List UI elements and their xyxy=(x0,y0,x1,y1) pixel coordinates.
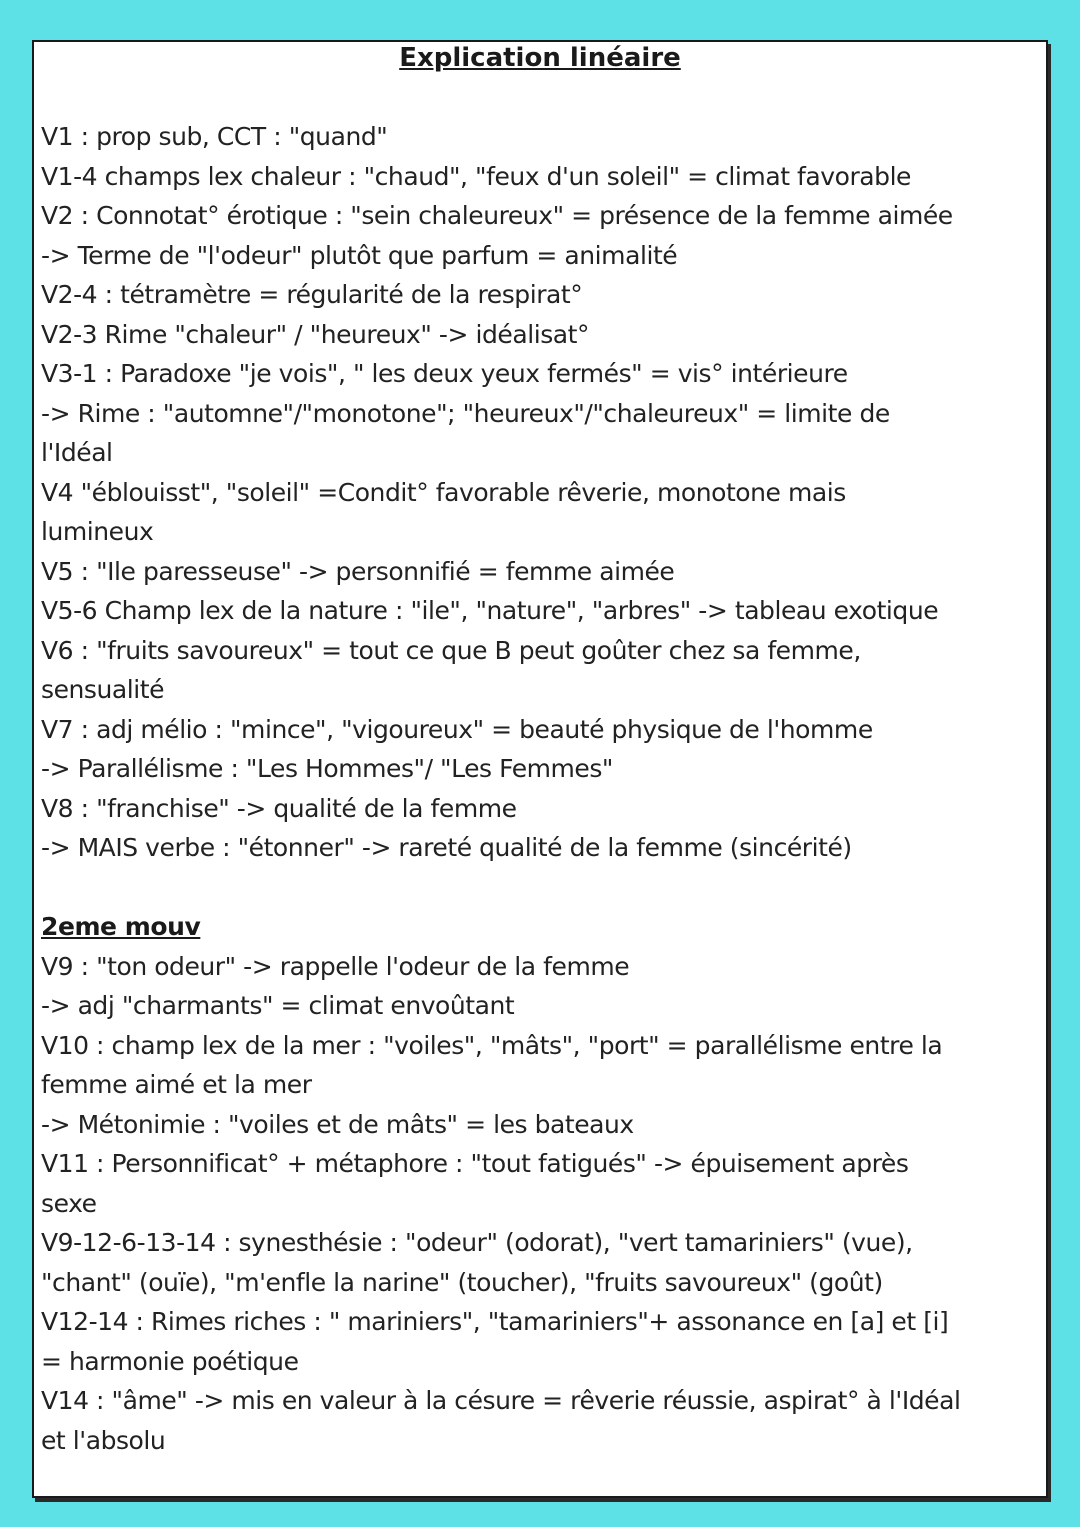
note-line: -> MAIS verbe : "étonner" -> rareté qualité de la femme (sincérité) xyxy=(41,833,852,862)
note-line: -> Métonimie : "voiles et de mâts" = les bateaux xyxy=(41,1109,634,1139)
note-line: V9 : "ton odeur" -> rappelle l'odeur de la femme xyxy=(41,951,630,981)
note-line: V9-12-6-13-14 : synesthésie : "odeur" (odorat), "vert tamariniers" (vue), xyxy=(41,1228,913,1257)
note-line: -> Parallélisme : "Les Hommes"/ "Les Femmes" xyxy=(41,754,613,783)
note-line: -> adj "charmants" = climat envoûtant xyxy=(41,991,515,1020)
section-first-movement xyxy=(41,117,1046,868)
note-line: -> Terme de "l'odeur" plutôt que parfum = animalité xyxy=(41,240,678,270)
section-heading: 2eme mouv xyxy=(41,912,201,941)
note-line: V2-3 Rime "chaleur" / "heureux" -> idéalisat° xyxy=(41,319,590,349)
note-line: V8 : "franchise" -> qualité de la femme xyxy=(41,793,517,823)
page-title: Explication linéaire xyxy=(399,43,681,73)
note-line: V1-4 champs lex chaleur : "chaud", "feux d'un soleil" = climat favorable xyxy=(41,161,911,191)
note-line: V11 : Personnificat° + métaphore : "tout fatigués" -> épuisement après xyxy=(41,1149,909,1178)
note-line: V10 : champ lex de la mer : "voiles", "mâts", "port" = parallélisme entre la xyxy=(41,1030,943,1060)
note-line: "chant" (ouïe), "m'enfle la narine" (toucher), "fruits savoureux" (goût) xyxy=(41,1267,883,1297)
note-line: V3-1 : Paradoxe "je vois", " les deux yeux fermés" = vis° intérieure xyxy=(41,359,848,388)
note-line: sensualité xyxy=(41,675,165,704)
note-line: et l'absolu xyxy=(41,1425,166,1455)
note-line: V12-14 : Rimes riches : " mariniers", "tamariniers"+ assonance en [a] et [i] xyxy=(41,1307,949,1336)
notes-body xyxy=(41,117,1046,1460)
note-line: = harmonie poétique xyxy=(41,1346,299,1376)
notes-page xyxy=(32,40,1048,1498)
section-spacer xyxy=(41,868,1046,908)
section-second-movement xyxy=(41,907,1046,1460)
note-line: V7 : adj mélio : "mince", "vigoureux" = beauté physique de l'homme xyxy=(41,714,873,744)
note-line: sexe xyxy=(41,1188,97,1218)
note-line: V6 : "fruits savoureux" = tout ce que B peut goûter chez sa femme, xyxy=(41,635,861,665)
note-line: V5-6 Champ lex de la nature : "ile", "nature", "arbres" -> tableau exotique xyxy=(41,596,939,625)
note-line: V14 : "âme" -> mis en valeur à la césure = rêverie réussie, aspirat° à l'Idéal xyxy=(41,1386,961,1415)
note-line: V4 "éblouisst", "soleil" =Condit° favorable rêverie, monotone mais xyxy=(41,477,846,507)
note-line: femme aimé et la mer xyxy=(41,1070,312,1099)
note-line: V2-4 : tétramètre = régularité de la respirat° xyxy=(41,280,583,309)
note-line: l'Idéal xyxy=(41,438,113,467)
note-line: -> Rime : "automne"/"monotone"; "heureux"/"chaleureux" = limite de xyxy=(41,398,890,428)
note-line: V1 : prop sub, CCT : "quand" xyxy=(41,122,388,151)
note-line: lumineux xyxy=(41,517,154,546)
note-line: V2 : Connotat° érotique : "sein chaleureux" = présence de la femme aimée xyxy=(41,201,953,230)
note-line: V5 : "Ile paresseuse" -> personnifié = femme aimée xyxy=(41,556,675,586)
